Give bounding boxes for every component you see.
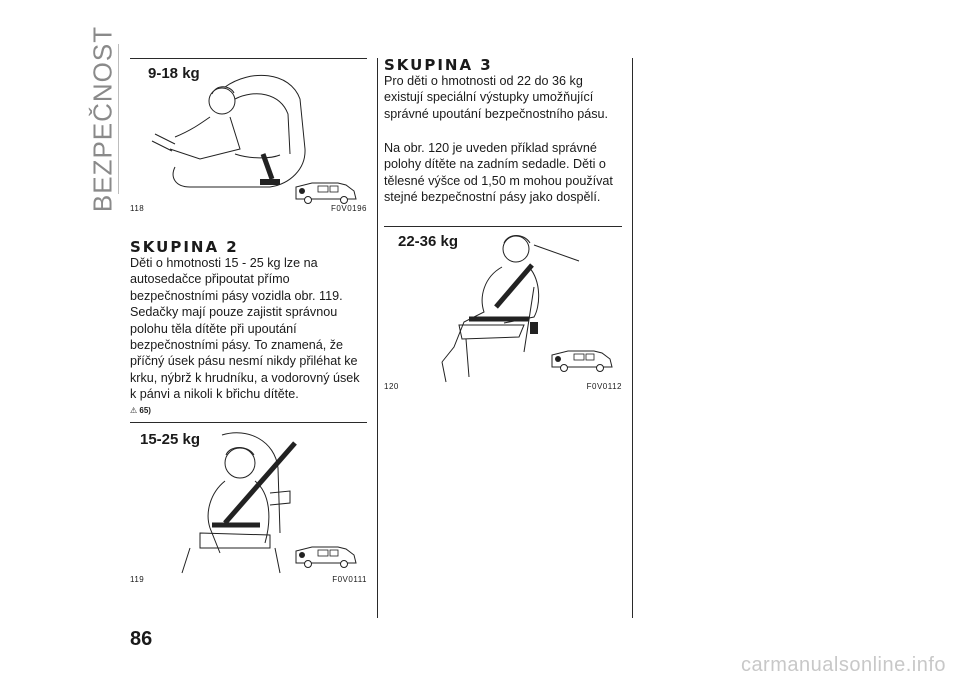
paragraph-skupina-3-2: Na obr. 120 je uveden příklad správné polohy dítěte na zadním sedadle. Děti o tělesné výšce od 1,50 m mohou používat stejné bezpečnostní pásy jako dospělí. bbox=[384, 141, 613, 205]
van-icon bbox=[548, 345, 618, 375]
figure-119-code: F0V0111 bbox=[332, 575, 367, 584]
figure-119-number: 119 bbox=[130, 575, 145, 584]
paragraph-skupina-2: Děti o hmotnosti 15 - 25 kg lze na autosedačce připoutat přímo bezpečnostními pásy vozidla obr. 119. Sedačky mají pouze zajistit správnou polohu těla dítěte při upoutání bezpečnostními pásy. To znamená, že příčný úsek pásu nesmí nikdy přiléhat ke krku, nýbrž k hrudníku, a vodorovný úsek k pánvi a nikoli k břichu dítěte. bbox=[130, 256, 360, 402]
footer-watermark: carmanualsonline.info bbox=[740, 654, 946, 676]
figure-118 bbox=[130, 58, 367, 214]
paragraph-skupina-3-1: Pro děti o hmotnosti od 22 do 36 kg existují speciální výstupky umožňující správné upoutání bezpečnostního pásu. bbox=[384, 74, 609, 121]
figure-119 bbox=[130, 422, 367, 585]
heading-skupina-3: SKUPINA 3 bbox=[384, 56, 493, 74]
figure-118-label: 9-18 kg bbox=[148, 65, 200, 82]
van-icon bbox=[292, 541, 362, 571]
van-icon bbox=[292, 177, 362, 207]
section-title: BEZPEČNOST bbox=[87, 25, 118, 213]
figure-119-label: 15-25 kg bbox=[140, 431, 201, 448]
figure-120-code: F0V0112 bbox=[586, 382, 622, 391]
figure-118-number: 118 bbox=[130, 204, 145, 213]
column-divider-left bbox=[377, 58, 378, 618]
figure-118-code: F0V0196 bbox=[331, 204, 367, 213]
figure-120 bbox=[384, 226, 622, 392]
column-divider-right bbox=[632, 58, 633, 618]
figure-120-number: 120 bbox=[384, 382, 399, 391]
section-rule bbox=[118, 44, 119, 194]
warning-icon: ⚠ bbox=[130, 406, 138, 415]
page-number: 86 bbox=[130, 628, 153, 650]
figure-120-label: 22-36 kg bbox=[398, 233, 459, 250]
warning-reference: ⚠ 65) bbox=[130, 406, 151, 415]
heading-skupina-2: SKUPINA 2 bbox=[130, 238, 239, 256]
